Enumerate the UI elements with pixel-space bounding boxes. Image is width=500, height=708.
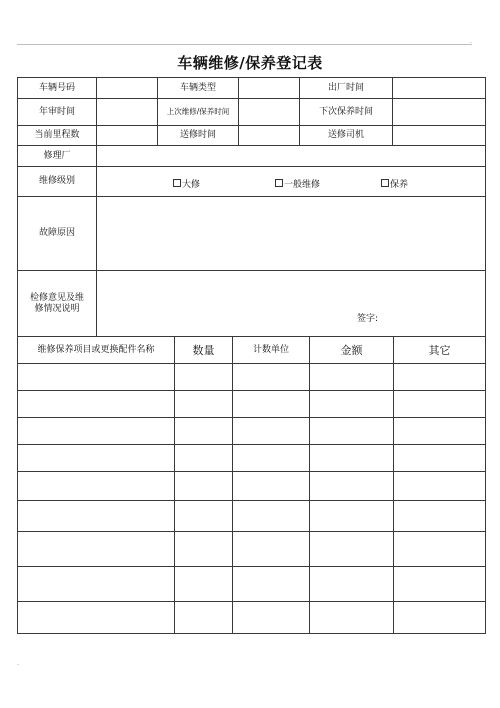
items-table-cell[interactable] [174,471,233,501]
items-table-cell[interactable] [393,471,486,501]
checkbox-icon[interactable] [381,179,389,187]
field-factory-time[interactable] [392,77,486,99]
items-table-cell[interactable] [232,444,310,472]
items-table-cell[interactable] [393,500,486,532]
label-current-mileage: 当前里程数 [17,125,97,146]
option-overhaul[interactable]: 大修 [173,177,200,190]
checkbox-icon[interactable] [275,179,283,187]
field-vehicle-type[interactable] [238,77,300,99]
label-inspection-notes: 检修意见及维修情况说明 [17,270,97,337]
items-table-cell[interactable] [232,531,310,567]
items-table-cell[interactable] [174,531,233,567]
field-next-maintenance[interactable] [392,98,486,126]
items-table-cell[interactable] [232,566,310,602]
field-delivery-driver[interactable] [392,125,486,146]
items-table-cell[interactable] [232,500,310,532]
field-delivery-time[interactable] [238,125,300,146]
header-rule [17,44,472,45]
items-table-cell[interactable] [393,363,486,391]
items-table-cell[interactable] [232,601,310,634]
items-table-cell[interactable] [174,566,233,602]
items-table-cell[interactable] [17,444,175,472]
corner-mark: · [470,40,472,47]
items-table-cell[interactable] [17,417,175,445]
label-factory-time: 出厂时间 [299,77,393,99]
items-table-cell[interactable] [174,444,233,472]
items-table-cell[interactable] [309,444,394,472]
label-fault-cause: 故障原因 [17,196,97,271]
items-table-cell[interactable] [232,363,310,391]
items-header-unit: 计数单位 [232,336,310,364]
checkbox-icon[interactable] [173,179,181,187]
items-table-cell[interactable] [309,566,394,602]
items-table-cell[interactable] [309,500,394,532]
field-current-mileage[interactable] [96,125,158,146]
field-plate-no[interactable] [96,77,158,99]
items-table-cell[interactable] [17,390,175,418]
items-table-cell[interactable] [393,566,486,602]
items-table-cell[interactable] [232,390,310,418]
items-table-cell[interactable] [309,417,394,445]
items-table-cell[interactable] [17,531,175,567]
label-last-maintenance: 上次维修/保养时间 [157,98,239,126]
label-plate-no: 车辆号码 [17,77,97,99]
items-table-cell[interactable] [309,363,394,391]
label-annual-review: 年审时间 [17,98,97,126]
items-table-cell[interactable] [393,444,486,472]
form-title: 车辆维修/保养登记表 [177,54,323,72]
option-maintenance[interactable]: 保养 [381,177,408,190]
field-annual-review[interactable] [96,98,158,126]
items-table-cell[interactable] [309,601,394,634]
field-inspection-notes[interactable] [96,270,486,337]
items-table-cell[interactable] [309,531,394,567]
items-header-other: 其它 [393,336,486,364]
items-table-cell[interactable] [393,417,486,445]
items-table-cell[interactable] [393,390,486,418]
label-delivery-time: 送修时间 [157,125,239,146]
label-repair-level: 维修级别 [17,166,97,197]
items-table-cell[interactable] [17,363,175,391]
items-table-cell[interactable] [174,363,233,391]
signature-label: 签字: [357,314,379,324]
items-table-cell[interactable] [232,417,310,445]
label-vehicle-type: 车辆类型 [157,77,239,99]
items-table-cell[interactable] [174,417,233,445]
option-general-repair[interactable]: 一般维修 [275,177,320,190]
items-table-cell[interactable] [174,500,233,532]
items-header-name: 维修保养项目或更换配件名称 [17,336,175,364]
field-last-maintenance[interactable] [238,98,300,126]
field-fault-cause[interactable] [96,196,486,271]
items-table-cell[interactable] [17,566,175,602]
label-repair-shop: 修理厂 [17,145,97,167]
items-table-cell[interactable] [309,390,394,418]
items-table-cell[interactable] [17,500,175,532]
footer-mark: · [17,662,19,669]
items-table-cell[interactable] [174,390,233,418]
label-delivery-driver: 送修司机 [299,125,393,146]
items-table-cell[interactable] [309,471,394,501]
items-table-cell[interactable] [393,601,486,634]
items-header-qty: 数量 [174,336,233,364]
items-table-cell[interactable] [393,531,486,567]
items-table-cell[interactable] [17,601,175,634]
field-repair-shop[interactable] [96,145,486,167]
items-table-cell[interactable] [174,601,233,634]
items-table-cell[interactable] [232,471,310,501]
label-next-maintenance: 下次保养时间 [299,98,393,126]
items-header-amount: 金额 [309,336,394,364]
items-table-cell[interactable] [17,471,175,501]
